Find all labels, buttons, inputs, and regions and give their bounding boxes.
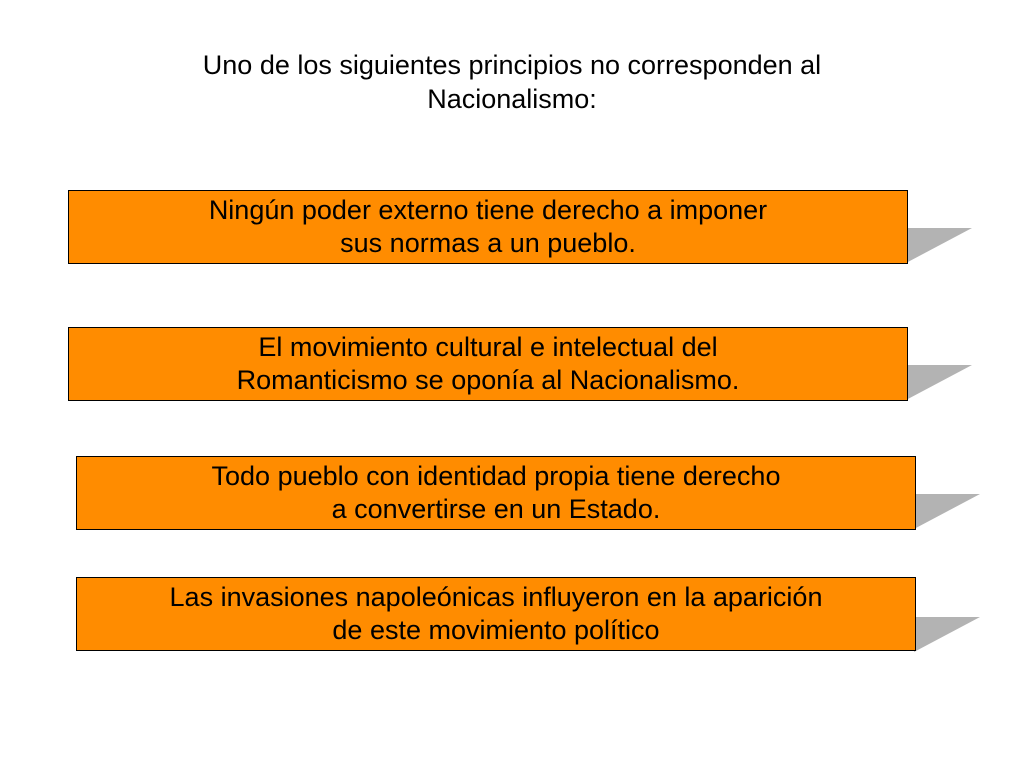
option-1-label: Ningún poder externo tiene derecho a imponer sus normas a un pueblo.	[208, 195, 768, 258]
option-2-label: El movimiento cultural e intelectual del Romanticismo se oponía al Nacionalismo.	[236, 332, 740, 395]
option-4-shadow	[914, 614, 980, 654]
option-4-label: Las invasiones napoleónicas influyeron en la aparición de este movimiento político	[169, 582, 823, 645]
option-1-button[interactable]	[68, 190, 908, 264]
option-3-button[interactable]	[76, 456, 916, 530]
option-2-shadow	[906, 362, 972, 402]
option-3-shadow	[914, 491, 980, 531]
option-1-shadow	[906, 225, 972, 265]
option-3-label: Todo pueblo con identidad propia tiene derecho a convertirse en un Estado.	[211, 461, 781, 524]
option-4-button[interactable]	[76, 577, 916, 651]
question-text: Uno de los siguientes principios no corresponden al Nacionalismo:	[202, 50, 822, 114]
question-title	[60, 48, 964, 116]
option-2-button[interactable]	[68, 327, 908, 401]
